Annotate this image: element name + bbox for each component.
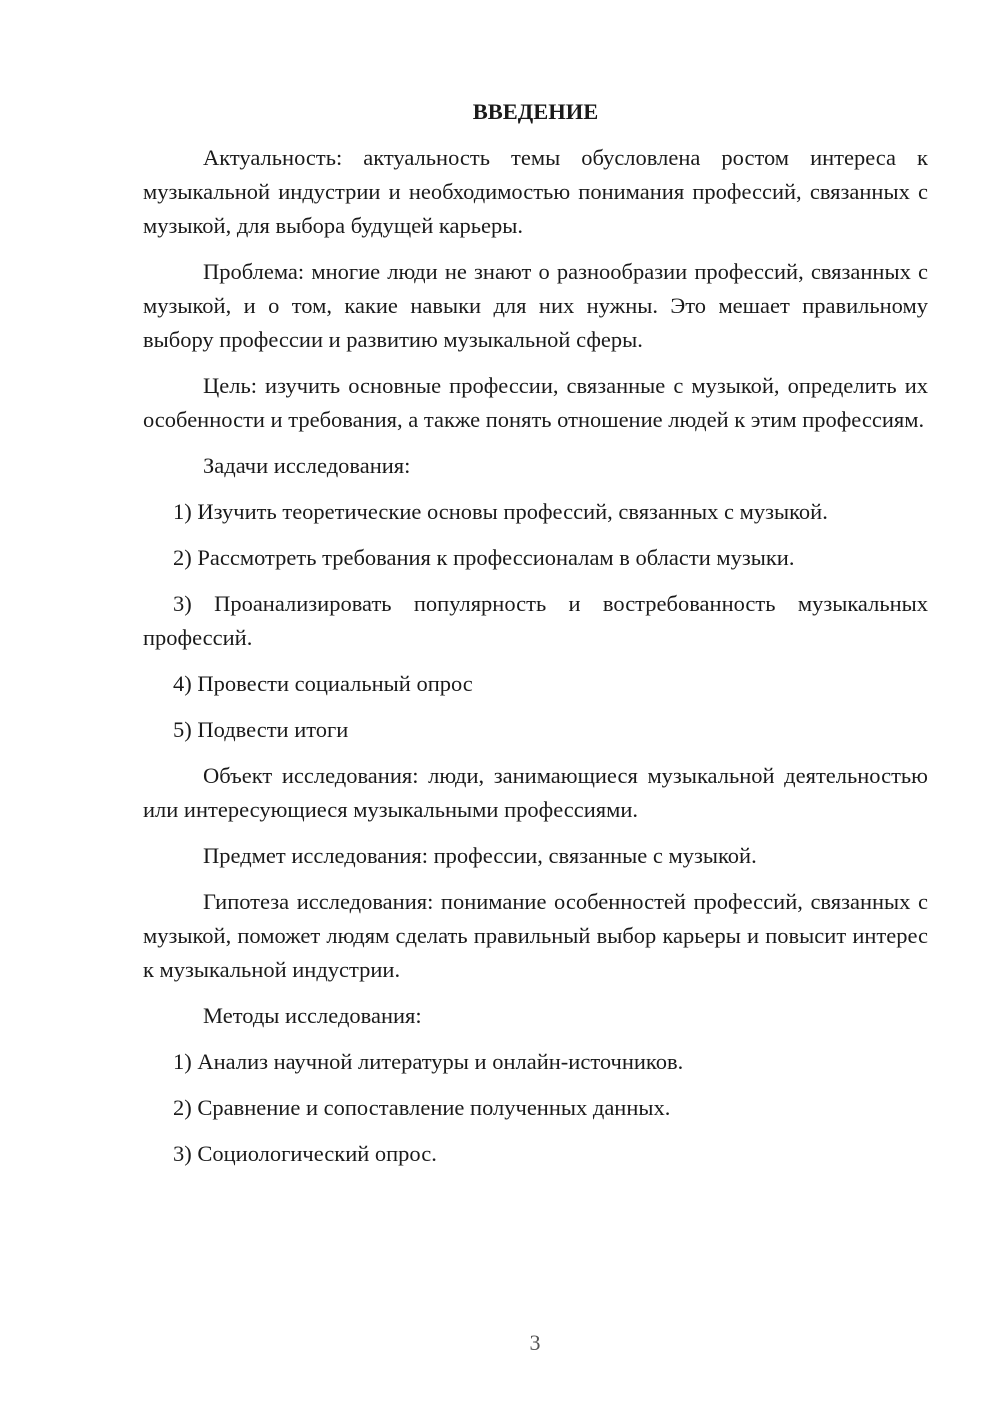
- object-paragraph: Объект исследования: люди, занимающиеся музыкальной деятельностью или интересующиеся музыкальными профессиями.: [143, 763, 928, 822]
- method-item: 3) Социологический опрос.: [173, 1141, 437, 1166]
- goal-paragraph: Цель: изучить основные профессии, связанные с музыкой, определить их особенности и требования, а также понять отношение людей к этим профессиям.: [143, 373, 928, 432]
- hypothesis-paragraph: Гипотеза исследования: понимание особенностей профессий, связанных с музыкой, поможет людям сделать правильный выбор карьеры и повысит интерес к музыкальной индустрии.: [143, 889, 928, 982]
- method-item: 2) Сравнение и сопоставление полученных данных.: [173, 1095, 671, 1120]
- section-title: ВВЕДЕНИЕ: [472, 99, 599, 124]
- problem-paragraph: Проблема: многие люди не знают о разнообразии профессий, связанных с музыкой, и о том, какие навыки для них нужны. Это мешает правильному выбору профессии и развитию музыкальной сферы.: [143, 259, 928, 352]
- task-item: 3) Проанализировать популярность и востребованность музыкальных профессий.: [143, 591, 928, 650]
- subject-paragraph: Предмет исследования: профессии, связанные с музыкой.: [203, 843, 757, 868]
- task-item: 4) Провести социальный опрос: [173, 671, 473, 696]
- method-item: 1) Анализ научной литературы и онлайн-источников.: [173, 1049, 684, 1074]
- tasks-heading: Задачи исследования:: [203, 453, 411, 478]
- page-number: 3: [529, 1330, 541, 1355]
- methods-heading: Методы исследования:: [203, 1003, 422, 1028]
- task-item: 2) Рассмотреть требования к профессионалам в области музыки.: [173, 545, 795, 570]
- task-item: 1) Изучить теоретические основы профессий, связанных с музыкой.: [173, 499, 828, 524]
- task-item: 5) Подвести итоги: [173, 717, 349, 742]
- relevance-paragraph: Актуальность: актуальность темы обусловлена ростом интереса к музыкальной индустрии и необходимостью понимания профессий, связанных с музыкой, для выбора будущей карьеры.: [143, 145, 928, 238]
- document-page: [143, 95, 928, 1183]
